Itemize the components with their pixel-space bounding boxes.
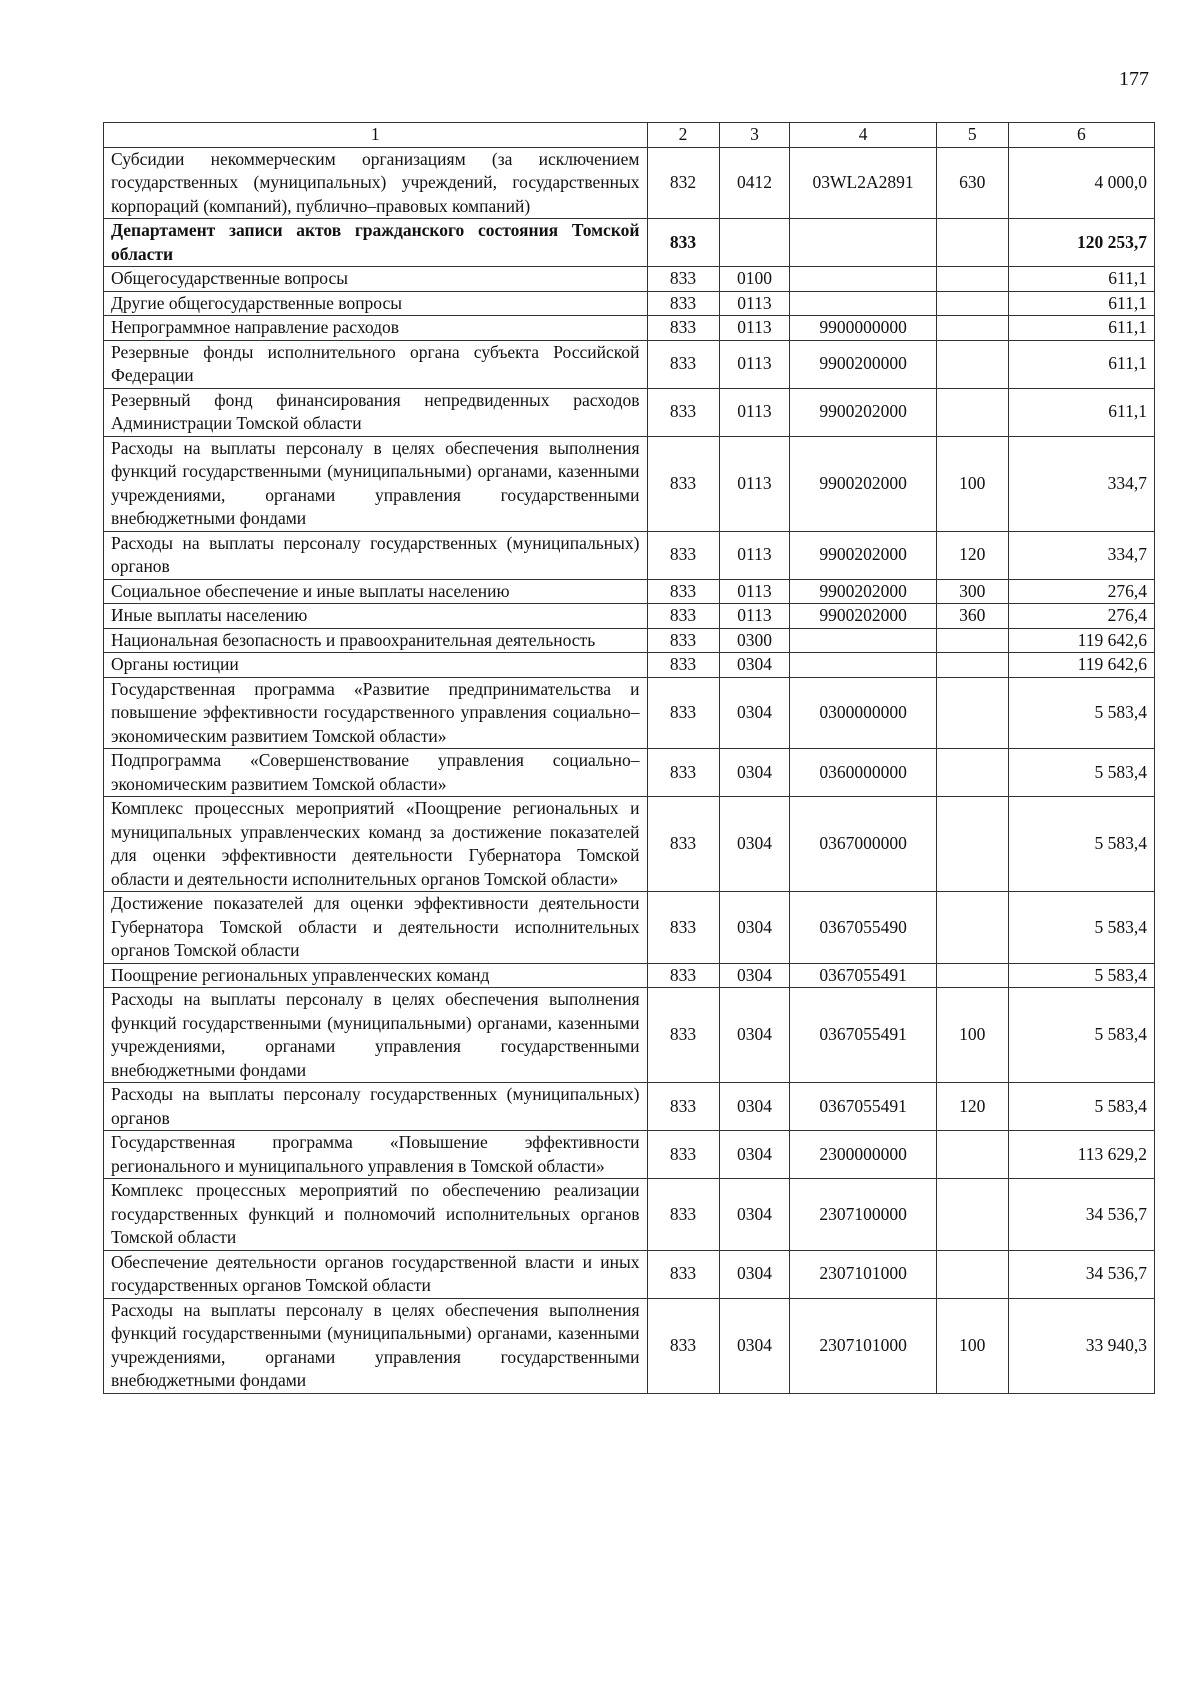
target-code-cell [790, 267, 936, 292]
table-row [104, 147, 1155, 219]
target-code-cell: 9900000000 [790, 316, 936, 341]
admin-code-cell: 833 [647, 628, 719, 653]
target-code-cell: 9900202000 [790, 531, 936, 579]
amount-cell: 611,1 [1008, 267, 1154, 292]
row-name-cell: Расходы на выплаты персоналу государственных (муниципальных) органов [104, 531, 648, 579]
target-code-cell: 0367000000 [790, 797, 936, 892]
expense-type-cell [936, 316, 1008, 341]
admin-code-cell: 833 [647, 219, 719, 267]
section-code-cell: 0304 [719, 1083, 790, 1131]
target-code-cell: 2300000000 [790, 1131, 936, 1179]
amount-cell: 334,7 [1008, 436, 1154, 531]
expense-type-cell [936, 628, 1008, 653]
target-code-cell: 2307100000 [790, 1179, 936, 1251]
row-name-cell: Расходы на выплаты персоналу в целях обеспечения выполнения функций государственными (муниципальными) органами, казенными учреждениями, органами управления государственными внебюджетными фондами [104, 1298, 648, 1393]
row-name-cell: Расходы на выплаты персоналу государственных (муниципальных) органов [104, 1083, 648, 1131]
admin-code-cell: 833 [647, 291, 719, 316]
expense-type-cell [936, 267, 1008, 292]
table-row [104, 797, 1155, 892]
amount-cell: 276,4 [1008, 579, 1154, 604]
expense-type-cell: 120 [936, 1083, 1008, 1131]
table-row [104, 267, 1155, 292]
expense-type-cell: 300 [936, 579, 1008, 604]
amount-cell: 5 583,4 [1008, 892, 1154, 964]
column-header: 3 [719, 123, 790, 148]
row-name-cell: Резервный фонд финансирования непредвиденных расходов Администрации Томской области [104, 388, 648, 436]
expense-type-cell: 100 [936, 1298, 1008, 1393]
column-header: 2 [647, 123, 719, 148]
table-row [104, 1083, 1155, 1131]
section-code-cell: 0113 [719, 316, 790, 341]
amount-cell: 113 629,2 [1008, 1131, 1154, 1179]
section-code-cell: 0304 [719, 963, 790, 988]
target-code-cell: 9900202000 [790, 579, 936, 604]
admin-code-cell: 833 [647, 579, 719, 604]
expense-type-cell [936, 291, 1008, 316]
target-code-cell [790, 653, 936, 678]
row-name-cell: Обеспечение деятельности органов государственной власти и иных государственных органов Томской области [104, 1250, 648, 1298]
row-name-cell: Комплекс процессных мероприятий «Поощрение региональных и муниципальных управленческих команд за достижение показателей для оценки эффективности деятельности Губернатора Томской области и деятельности исполнительных органов Томской области» [104, 797, 648, 892]
expense-type-cell: 120 [936, 531, 1008, 579]
table-row [104, 653, 1155, 678]
row-name-cell: Национальная безопасность и правоохранительная деятельность [104, 628, 648, 653]
section-code-cell: 0304 [719, 653, 790, 678]
row-name-cell: Субсидии некоммерческим организациям (за исключением государственных (муниципальных) учреждений, государственных корпораций (компаний), публично–правовых компаний) [104, 147, 648, 219]
budget-table [103, 122, 1155, 1394]
table-header-row [104, 123, 1155, 148]
row-name-cell: Непрограммное направление расходов [104, 316, 648, 341]
section-code-cell: 0113 [719, 436, 790, 531]
table-row [104, 291, 1155, 316]
admin-code-cell: 833 [647, 388, 719, 436]
expense-type-cell: 100 [936, 988, 1008, 1083]
amount-cell: 611,1 [1008, 340, 1154, 388]
row-name-cell: Государственная программа «Развитие предпринимательства и повышение эффективности государственного управления социально–экономическим развитием Томской области» [104, 677, 648, 749]
row-name-cell: Комплекс процессных мероприятий по обеспечению реализации государственных функций и полномочий исполнительных органов Томской области [104, 1179, 648, 1251]
amount-cell: 276,4 [1008, 604, 1154, 629]
section-code-cell: 0304 [719, 749, 790, 797]
row-name-cell: Достижение показателей для оценки эффективности деятельности Губернатора Томской области и деятельности исполнительных органов Томской области [104, 892, 648, 964]
row-name-cell: Поощрение региональных управленческих команд [104, 963, 648, 988]
row-name-cell: Департамент записи актов гражданского состояния Томской области [104, 219, 648, 267]
target-code-cell: 9900202000 [790, 604, 936, 629]
target-code-cell: 03WL2A2891 [790, 147, 936, 219]
row-name-cell: Резервные фонды исполнительного органа субъекта Российской Федерации [104, 340, 648, 388]
amount-cell: 5 583,4 [1008, 963, 1154, 988]
target-code-cell: 2307101000 [790, 1298, 936, 1393]
target-code-cell: 9900202000 [790, 436, 936, 531]
section-code-cell: 0412 [719, 147, 790, 219]
section-code-cell: 0113 [719, 604, 790, 629]
admin-code-cell: 833 [647, 677, 719, 749]
expense-type-cell [936, 1179, 1008, 1251]
admin-code-cell: 833 [647, 340, 719, 388]
admin-code-cell: 833 [647, 1131, 719, 1179]
column-header: 1 [104, 123, 648, 148]
amount-cell: 120 253,7 [1008, 219, 1154, 267]
section-code-cell: 0113 [719, 579, 790, 604]
row-name-cell: Социальное обеспечение и иные выплаты населению [104, 579, 648, 604]
table-row [104, 388, 1155, 436]
table-row [104, 219, 1155, 267]
table-row [104, 1250, 1155, 1298]
table-row [104, 1298, 1155, 1393]
section-code-cell: 0100 [719, 267, 790, 292]
section-code-cell: 0304 [719, 1131, 790, 1179]
amount-cell: 334,7 [1008, 531, 1154, 579]
row-name-cell: Органы юстиции [104, 653, 648, 678]
expense-type-cell: 360 [936, 604, 1008, 629]
expense-type-cell [936, 388, 1008, 436]
expense-type-cell [936, 963, 1008, 988]
section-code-cell: 0304 [719, 797, 790, 892]
column-header: 5 [936, 123, 1008, 148]
section-code-cell: 0113 [719, 291, 790, 316]
section-code-cell: 0113 [719, 388, 790, 436]
admin-code-cell: 832 [647, 147, 719, 219]
table-row [104, 316, 1155, 341]
amount-cell: 611,1 [1008, 388, 1154, 436]
section-code-cell [719, 219, 790, 267]
section-code-cell: 0304 [719, 892, 790, 964]
amount-cell: 119 642,6 [1008, 653, 1154, 678]
table-row [104, 1179, 1155, 1251]
expense-type-cell [936, 749, 1008, 797]
expense-type-cell: 100 [936, 436, 1008, 531]
table-row [104, 340, 1155, 388]
amount-cell: 5 583,4 [1008, 797, 1154, 892]
admin-code-cell: 833 [647, 267, 719, 292]
table-row [104, 892, 1155, 964]
admin-code-cell: 833 [647, 1298, 719, 1393]
expense-type-cell [936, 892, 1008, 964]
admin-code-cell: 833 [647, 316, 719, 341]
amount-cell: 119 642,6 [1008, 628, 1154, 653]
target-code-cell: 0367055491 [790, 963, 936, 988]
table-row [104, 963, 1155, 988]
target-code-cell: 2307101000 [790, 1250, 936, 1298]
target-code-cell: 0360000000 [790, 749, 936, 797]
section-code-cell: 0304 [719, 1179, 790, 1251]
admin-code-cell: 833 [647, 892, 719, 964]
section-code-cell: 0304 [719, 1298, 790, 1393]
table-row [104, 531, 1155, 579]
expense-type-cell [936, 797, 1008, 892]
expense-type-cell: 630 [936, 147, 1008, 219]
expense-type-cell [936, 653, 1008, 678]
row-name-cell: Иные выплаты населению [104, 604, 648, 629]
section-code-cell: 0113 [719, 340, 790, 388]
row-name-cell: Государственная программа «Повышение эффективности регионального и муниципального управления в Томской области» [104, 1131, 648, 1179]
admin-code-cell: 833 [647, 749, 719, 797]
table-row [104, 436, 1155, 531]
admin-code-cell: 833 [647, 436, 719, 531]
amount-cell: 4 000,0 [1008, 147, 1154, 219]
table-row [104, 749, 1155, 797]
target-code-cell: 9900200000 [790, 340, 936, 388]
expense-type-cell [936, 219, 1008, 267]
admin-code-cell: 833 [647, 531, 719, 579]
target-code-cell: 0367055491 [790, 988, 936, 1083]
admin-code-cell: 833 [647, 963, 719, 988]
target-code-cell: 0367055491 [790, 1083, 936, 1131]
expense-type-cell [936, 340, 1008, 388]
expense-type-cell [936, 1131, 1008, 1179]
expense-type-cell [936, 1250, 1008, 1298]
admin-code-cell: 833 [647, 604, 719, 629]
section-code-cell: 0304 [719, 1250, 790, 1298]
amount-cell: 611,1 [1008, 291, 1154, 316]
section-code-cell: 0300 [719, 628, 790, 653]
amount-cell: 5 583,4 [1008, 749, 1154, 797]
table-row [104, 628, 1155, 653]
target-code-cell [790, 628, 936, 653]
section-code-cell: 0304 [719, 988, 790, 1083]
row-name-cell: Общегосударственные вопросы [104, 267, 648, 292]
section-code-cell: 0113 [719, 531, 790, 579]
target-code-cell [790, 219, 936, 267]
admin-code-cell: 833 [647, 1083, 719, 1131]
amount-cell: 5 583,4 [1008, 677, 1154, 749]
table-row [104, 604, 1155, 629]
target-code-cell: 9900202000 [790, 388, 936, 436]
admin-code-cell: 833 [647, 653, 719, 678]
target-code-cell [790, 291, 936, 316]
admin-code-cell: 833 [647, 1179, 719, 1251]
table-row [104, 579, 1155, 604]
amount-cell: 611,1 [1008, 316, 1154, 341]
admin-code-cell: 833 [647, 988, 719, 1083]
table-row [104, 677, 1155, 749]
admin-code-cell: 833 [647, 797, 719, 892]
row-name-cell: Расходы на выплаты персоналу в целях обеспечения выполнения функций государственными (муниципальными) органами, казенными учреждениями, органами управления государственными внебюджетными фондами [104, 988, 648, 1083]
table-row [104, 988, 1155, 1083]
amount-cell: 34 536,7 [1008, 1250, 1154, 1298]
amount-cell: 5 583,4 [1008, 1083, 1154, 1131]
admin-code-cell: 833 [647, 1250, 719, 1298]
amount-cell: 34 536,7 [1008, 1179, 1154, 1251]
amount-cell: 33 940,3 [1008, 1298, 1154, 1393]
expense-type-cell [936, 677, 1008, 749]
row-name-cell: Подпрограмма «Совершенствование управления социально–экономическим развитием Томской области» [104, 749, 648, 797]
column-header: 4 [790, 123, 936, 148]
target-code-cell: 0300000000 [790, 677, 936, 749]
column-header: 6 [1008, 123, 1154, 148]
section-code-cell: 0304 [719, 677, 790, 749]
target-code-cell: 0367055490 [790, 892, 936, 964]
amount-cell: 5 583,4 [1008, 988, 1154, 1083]
row-name-cell: Расходы на выплаты персоналу в целях обеспечения выполнения функций государственными (муниципальными) органами, казенными учреждениями, органами управления государственными внебюджетными фондами [104, 436, 648, 531]
page-number: 177 [1119, 68, 1149, 90]
table-row [104, 1131, 1155, 1179]
row-name-cell: Другие общегосударственные вопросы [104, 291, 648, 316]
